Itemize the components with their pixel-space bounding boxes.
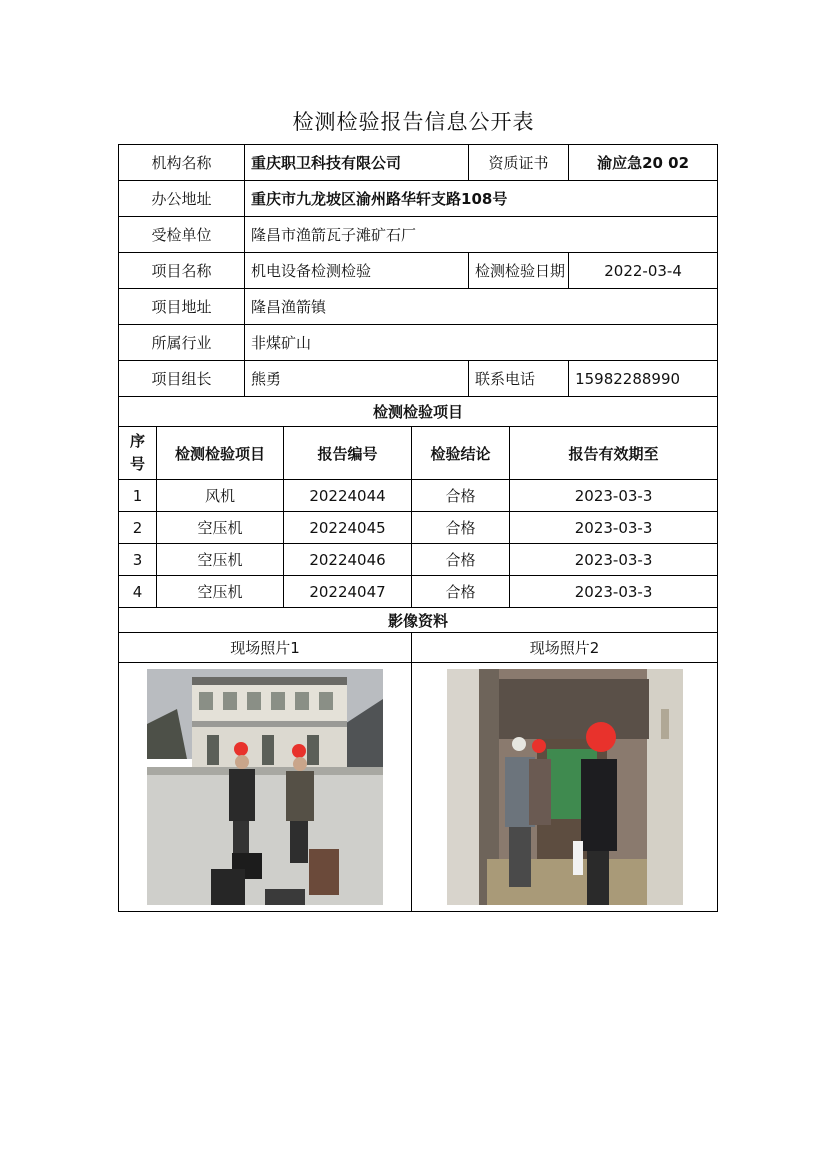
unit-value: 隆昌市渔箭瓦子滩矿石厂 [245,217,718,253]
photo-label-1: 现场照片1 [119,633,412,663]
valid-until-header: 报告有效期至 [510,427,718,480]
item-cell: 风机 [157,480,284,512]
report-no-header: 报告编号 [284,427,412,480]
row-address [119,181,718,217]
conclusion-header: 检验结论 [412,427,510,480]
table-row [119,480,718,512]
table-row [119,512,718,544]
seq-cell: 4 [119,576,157,608]
photo-row [119,663,718,912]
date-value: 2022-03-4 [569,253,718,289]
cert-value: 渝应急20 02 [569,145,718,181]
org-label: 机构名称 [119,145,245,181]
photo-cell-2 [412,663,718,912]
row-unit [119,217,718,253]
report-no-cell: 20224046 [284,544,412,576]
item-cell: 空压机 [157,544,284,576]
conclusion-cell: 合格 [412,544,510,576]
report-no-cell: 20224044 [284,480,412,512]
report-no-cell: 20224047 [284,576,412,608]
row-org [119,145,718,181]
org-value: 重庆职卫科技有限公司 [245,145,469,181]
seq-cell: 3 [119,544,157,576]
conclusion-cell: 合格 [412,576,510,608]
media-section-header [119,608,718,633]
date-label: 检测检验日期 [469,253,569,289]
conclusion-cell: 合格 [412,480,510,512]
item-cell: 空压机 [157,512,284,544]
unit-label: 受检单位 [119,217,245,253]
industry-label: 所属行业 [119,325,245,361]
photo-label-2: 现场照片2 [412,633,718,663]
seq-header: 序号 [119,427,157,480]
project-value: 机电设备检测检验 [245,253,469,289]
item-header: 检测检验项目 [157,427,284,480]
row-leader [119,361,718,397]
photo-label-row [119,633,718,663]
page-title: 检测检验报告信息公开表 [292,110,535,134]
seq-cell: 1 [119,480,157,512]
site-photo-2-icon [447,669,683,905]
table-row [119,544,718,576]
items-section-header [119,397,718,427]
valid-until-cell: 2023-03-3 [510,544,718,576]
valid-until-cell: 2023-03-3 [510,576,718,608]
site-value: 隆昌渔箭镇 [245,289,718,325]
leader-label: 项目组长 [119,361,245,397]
items-section-title: 检测检验项目 [119,397,718,427]
row-site [119,289,718,325]
phone-label: 联系电话 [469,361,569,397]
cert-label: 资质证书 [469,145,569,181]
valid-until-cell: 2023-03-3 [510,480,718,512]
report-no-cell: 20224045 [284,512,412,544]
site-photo-1-icon [147,669,383,905]
media-section-title: 影像资料 [119,608,718,633]
conclusion-cell: 合格 [412,512,510,544]
industry-value: 非煤矿山 [245,325,718,361]
items-header-row [119,427,718,480]
table-row [119,576,718,608]
photo-cell-1 [119,663,412,912]
addr-value: 重庆市九龙坡区渝州路华轩支路108号 [245,181,718,217]
row-industry [119,325,718,361]
project-label: 项目名称 [119,253,245,289]
row-project [119,253,718,289]
seq-cell: 2 [119,512,157,544]
valid-until-cell: 2023-03-3 [510,512,718,544]
addr-label: 办公地址 [119,181,245,217]
site-label: 项目地址 [119,289,245,325]
report-table [118,144,718,912]
leader-value: 熊勇 [245,361,469,397]
phone-value: 15982288990 [569,361,718,397]
item-cell: 空压机 [157,576,284,608]
